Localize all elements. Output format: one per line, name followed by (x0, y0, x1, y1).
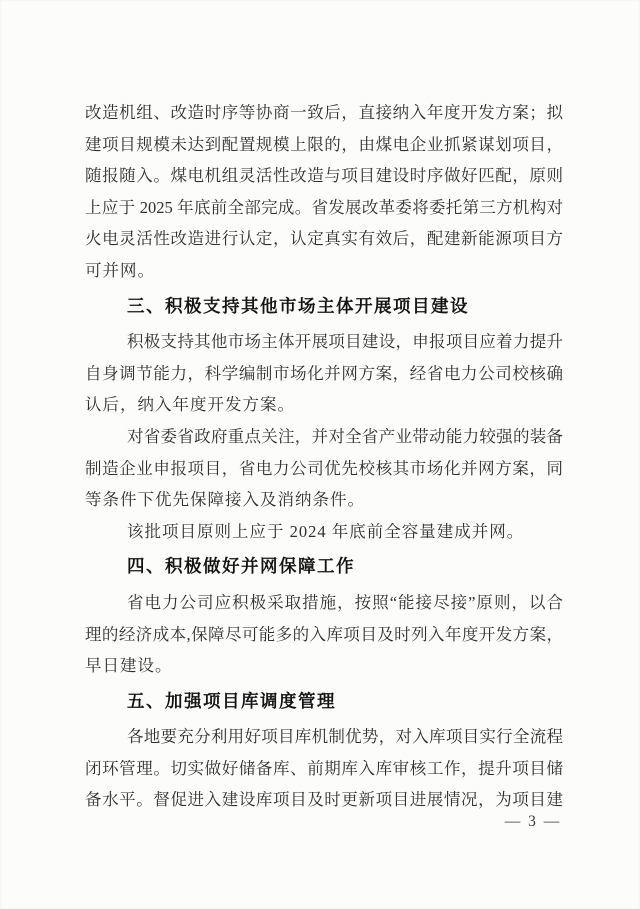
text-line: 认后，纳入年度开发方案。 (85, 395, 295, 415)
section-heading-3: 三、积极支持其他市场主体开展项目建设 (127, 295, 469, 316)
text-line: 省电力公司应积极采取措施，按照“能接尽接”原则，以合 (127, 592, 563, 612)
text-line: 制造企业申报项目，省电力公司优先校核其市场化并网方案，同 (85, 458, 563, 478)
section-heading-4: 四、积极做好并网保障工作 (127, 556, 355, 577)
paragraph-project-library-management (85, 721, 563, 816)
text-line: 闭环管理。切实做好储备库、前期库入库审核工作，提升项目储 (85, 758, 563, 778)
text-line: 积极支持其他市场主体开展项目建设，申报项目应着力提升 (127, 332, 563, 352)
text-line: 备水平。督促进入建设库项目及时更新项目进展情况，为项目建 (85, 790, 563, 810)
text-line: 随报随入。煤电机组灵活性改造与项目建设时序做好匹配，原则 (85, 166, 563, 186)
section-heading-5: 五、加强项目库调度管理 (127, 690, 336, 711)
text-line: 理的经济成本,保障尽可能多的入库项目及时列入年度开发方案， (85, 624, 563, 644)
document-body (85, 97, 563, 816)
text-line: 自身调节能力，科学编制市场化并网方案，经省电力公司校核确 (85, 363, 563, 383)
text-line: 等条件下优先保障接入及消纳条件。 (85, 490, 365, 510)
text-line: 火电灵活性改造进行认定，认定真实有效后，配建新能源项目方 (85, 229, 563, 249)
text-line: 上应于 2025 年底前全部完成。省发展改革委将委托第三方机构对 (85, 197, 563, 217)
page-number: — 3 — (504, 813, 562, 830)
text-line: 该批项目原则上应于 2024 年底前全容量建成并网。 (127, 521, 525, 541)
text-line: 建项目规模未达到配置规模上限的，由煤电企业抓紧谋划项目， (85, 134, 563, 154)
paragraph-support-market-entities (85, 326, 563, 421)
text-line: 改造机组、改造时序等协商一致后，直接纳入年度开发方案；拟 (85, 103, 563, 122)
text-line: 各地要充分利用好项目库机制优势，对入库项目实行全流程 (127, 727, 563, 747)
text-line: 对省委省政府重点关注，并对全省产业带动能力较强的装备 (127, 426, 563, 446)
paragraph-grid-connection-guarantee (85, 587, 563, 682)
text-line: 早日建设。 (85, 656, 173, 676)
paragraph-key-projects (85, 421, 563, 516)
paragraph-2024-deadline (85, 516, 563, 548)
text-line: 可并网。 (85, 260, 155, 280)
paragraph-coal-flexibility (85, 97, 563, 287)
